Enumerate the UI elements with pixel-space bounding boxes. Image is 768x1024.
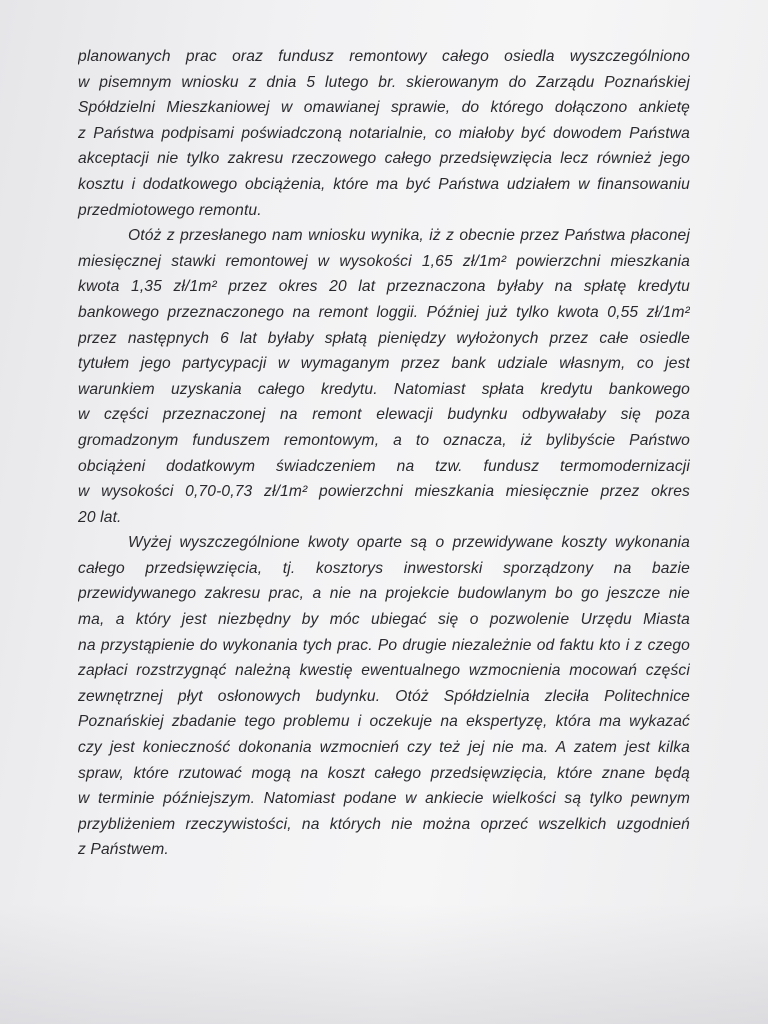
text-line: Poznańskiej zbadanie tego problemu i oczekuje na ekspertyzę, która ma wykazać [78,713,690,731]
text-line: przewidywanego zakresu prac, a nie na projekcie budowlanym bo go jeszcze nie [78,585,690,603]
text-line: tytułem jego partycypacji w wymaganym przez bank udziale własnym, co jest [78,355,690,373]
paragraph-3 [78,530,690,863]
text-line: w terminie późniejszym. Natomiast podane w ankiecie wielkości są tylko pewnym [78,790,690,808]
text-line: z Państwa podpisami poświadczoną notarialnie, co miałoby być dowodem Państwa [78,124,690,142]
text-line: Otóż z przesłanego nam wniosku wynika, iż z obecnie przez Państwa płaconej [128,227,690,245]
text-line: miesięcznej stawki remontowej w wysokości 1,65 zł/1m² powierzchni mieszkania [78,252,690,270]
text-line: całego przedsięwzięcia, tj. kosztorys inwestorski sporządzony na bazie [78,559,690,577]
text-line: kwota 1,35 zł/1m² przez okres 20 lat przeznaczona byłaby na spłatę kredytu [78,278,690,296]
text-line: zapłaci rozstrzygnąć należną kwestię ewentualnego wzmocnienia mocowań części [78,662,690,680]
text-line: przez następnych 6 lat byłaby spłatą pieniędzy wyłożonych przez całe osiedle [78,329,690,347]
text-line: przedmiotowego remontu. [78,201,262,219]
text-line: czy jest konieczność dokonania wzmocnień czy też jej nie ma. A zatem jest kilka [78,739,690,757]
document-body [78,44,690,863]
text-line: Wyżej wyszczególnione kwoty oparte są o przewidywane koszty wykonania [128,534,690,552]
text-line: planowanych prac oraz fundusz remontowy całego osiedla wyszczególniono [78,48,690,65]
text-line: akceptacji nie tylko zakresu rzeczowego całego przedsięwzięcia lecz również jego [78,150,690,168]
text-line: spraw, które rzutować mogą na koszt całego przedsięwzięcia, które znane będą [78,764,690,782]
text-line: w części przeznaczonej na remont elewacji budynku odbywałaby się poza [78,406,690,424]
page-shadow [0,904,768,1024]
text-line: na przystąpienie do wykonania tych prac. Po drugie niezależnie od faktu kto i z czego [78,636,690,654]
text-line: z Państwem. [78,841,169,859]
text-line: 20 lat. [78,508,122,526]
text-line: Spółdzielni Mieszkaniowej w omawianej sprawie, do którego dołączono ankietę [78,99,690,117]
text-line: gromadzonym funduszem remontowym, a to oznacza, iż bylibyście Państwo [78,431,690,449]
paragraph-1 [78,44,690,223]
text-line: przybliżeniem rzeczywistości, na których nie można oprzeć wszelkich uzgodnień [78,815,690,833]
text-line: zewnętrznej płyt osłonowych budynku. Otóż Spółdzielnia zleciła Politechnice [78,687,690,705]
text-line: w wysokości 0,70-0,73 zł/1m² powierzchni mieszkania miesięcznie przez okres [78,483,690,501]
text-line: bankowego przeznaczonego na remont loggii. Później już tylko kwota 0,55 zł/1m² [78,303,690,321]
text-line: w pisemnym wniosku z dnia 5 lutego br. skierowanym do Zarządu Poznańskiej [78,73,690,91]
text-line: warunkiem uzyskania całego kredytu. Natomiast spłata kredytu bankowego [78,380,690,398]
text-line: obciążeni dodatkowym świadczeniem na tzw. fundusz termomodernizacji [78,457,690,475]
paragraph-2 [78,223,690,530]
text-line: kosztu i dodatkowego obciążenia, które ma być Państwa udziałem w finansowaniu [78,175,690,193]
text-line: ma, a który jest niezbędny by móc ubiegać się o pozwolenie Urzędu Miasta [78,611,690,629]
